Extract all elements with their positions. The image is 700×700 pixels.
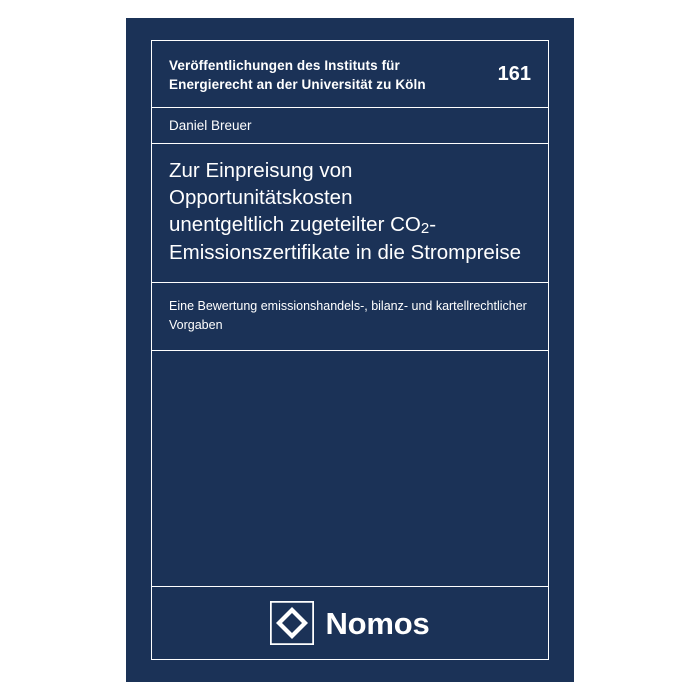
title-line-2-b: - <box>429 213 437 237</box>
book-title <box>169 157 531 266</box>
title-line-3: Emissionszertifikate in die Strompreise <box>169 240 522 264</box>
title-section <box>152 144 548 283</box>
nomos-diamond-icon <box>270 601 314 645</box>
title-subscript-2: 2 <box>420 220 430 238</box>
series-header <box>152 41 548 108</box>
book-subtitle: Eine Bewertung emissionshandels-, bilanz- und kartellrechtlicher Vorgaben <box>169 298 527 332</box>
cover-blank-area <box>152 351 548 587</box>
series-title: Veröffentlichungen des Instituts für Energierecht an der Universität zu Köln <box>169 58 426 93</box>
publisher-section <box>152 587 548 659</box>
subtitle-section <box>152 283 548 352</box>
cover-frame <box>151 40 549 660</box>
title-line-1: Zur Einpreisung von Opportunitätskosten <box>169 158 353 210</box>
book-cover <box>126 18 574 682</box>
publisher-name: Nomos <box>325 605 430 641</box>
series-number: 161 <box>497 63 531 85</box>
author-name: Daniel Breuer <box>169 118 252 134</box>
publisher-logo <box>270 601 429 645</box>
author-section <box>152 108 548 144</box>
title-line-2-a: unentgeltlich zugeteilter CO <box>169 213 421 237</box>
